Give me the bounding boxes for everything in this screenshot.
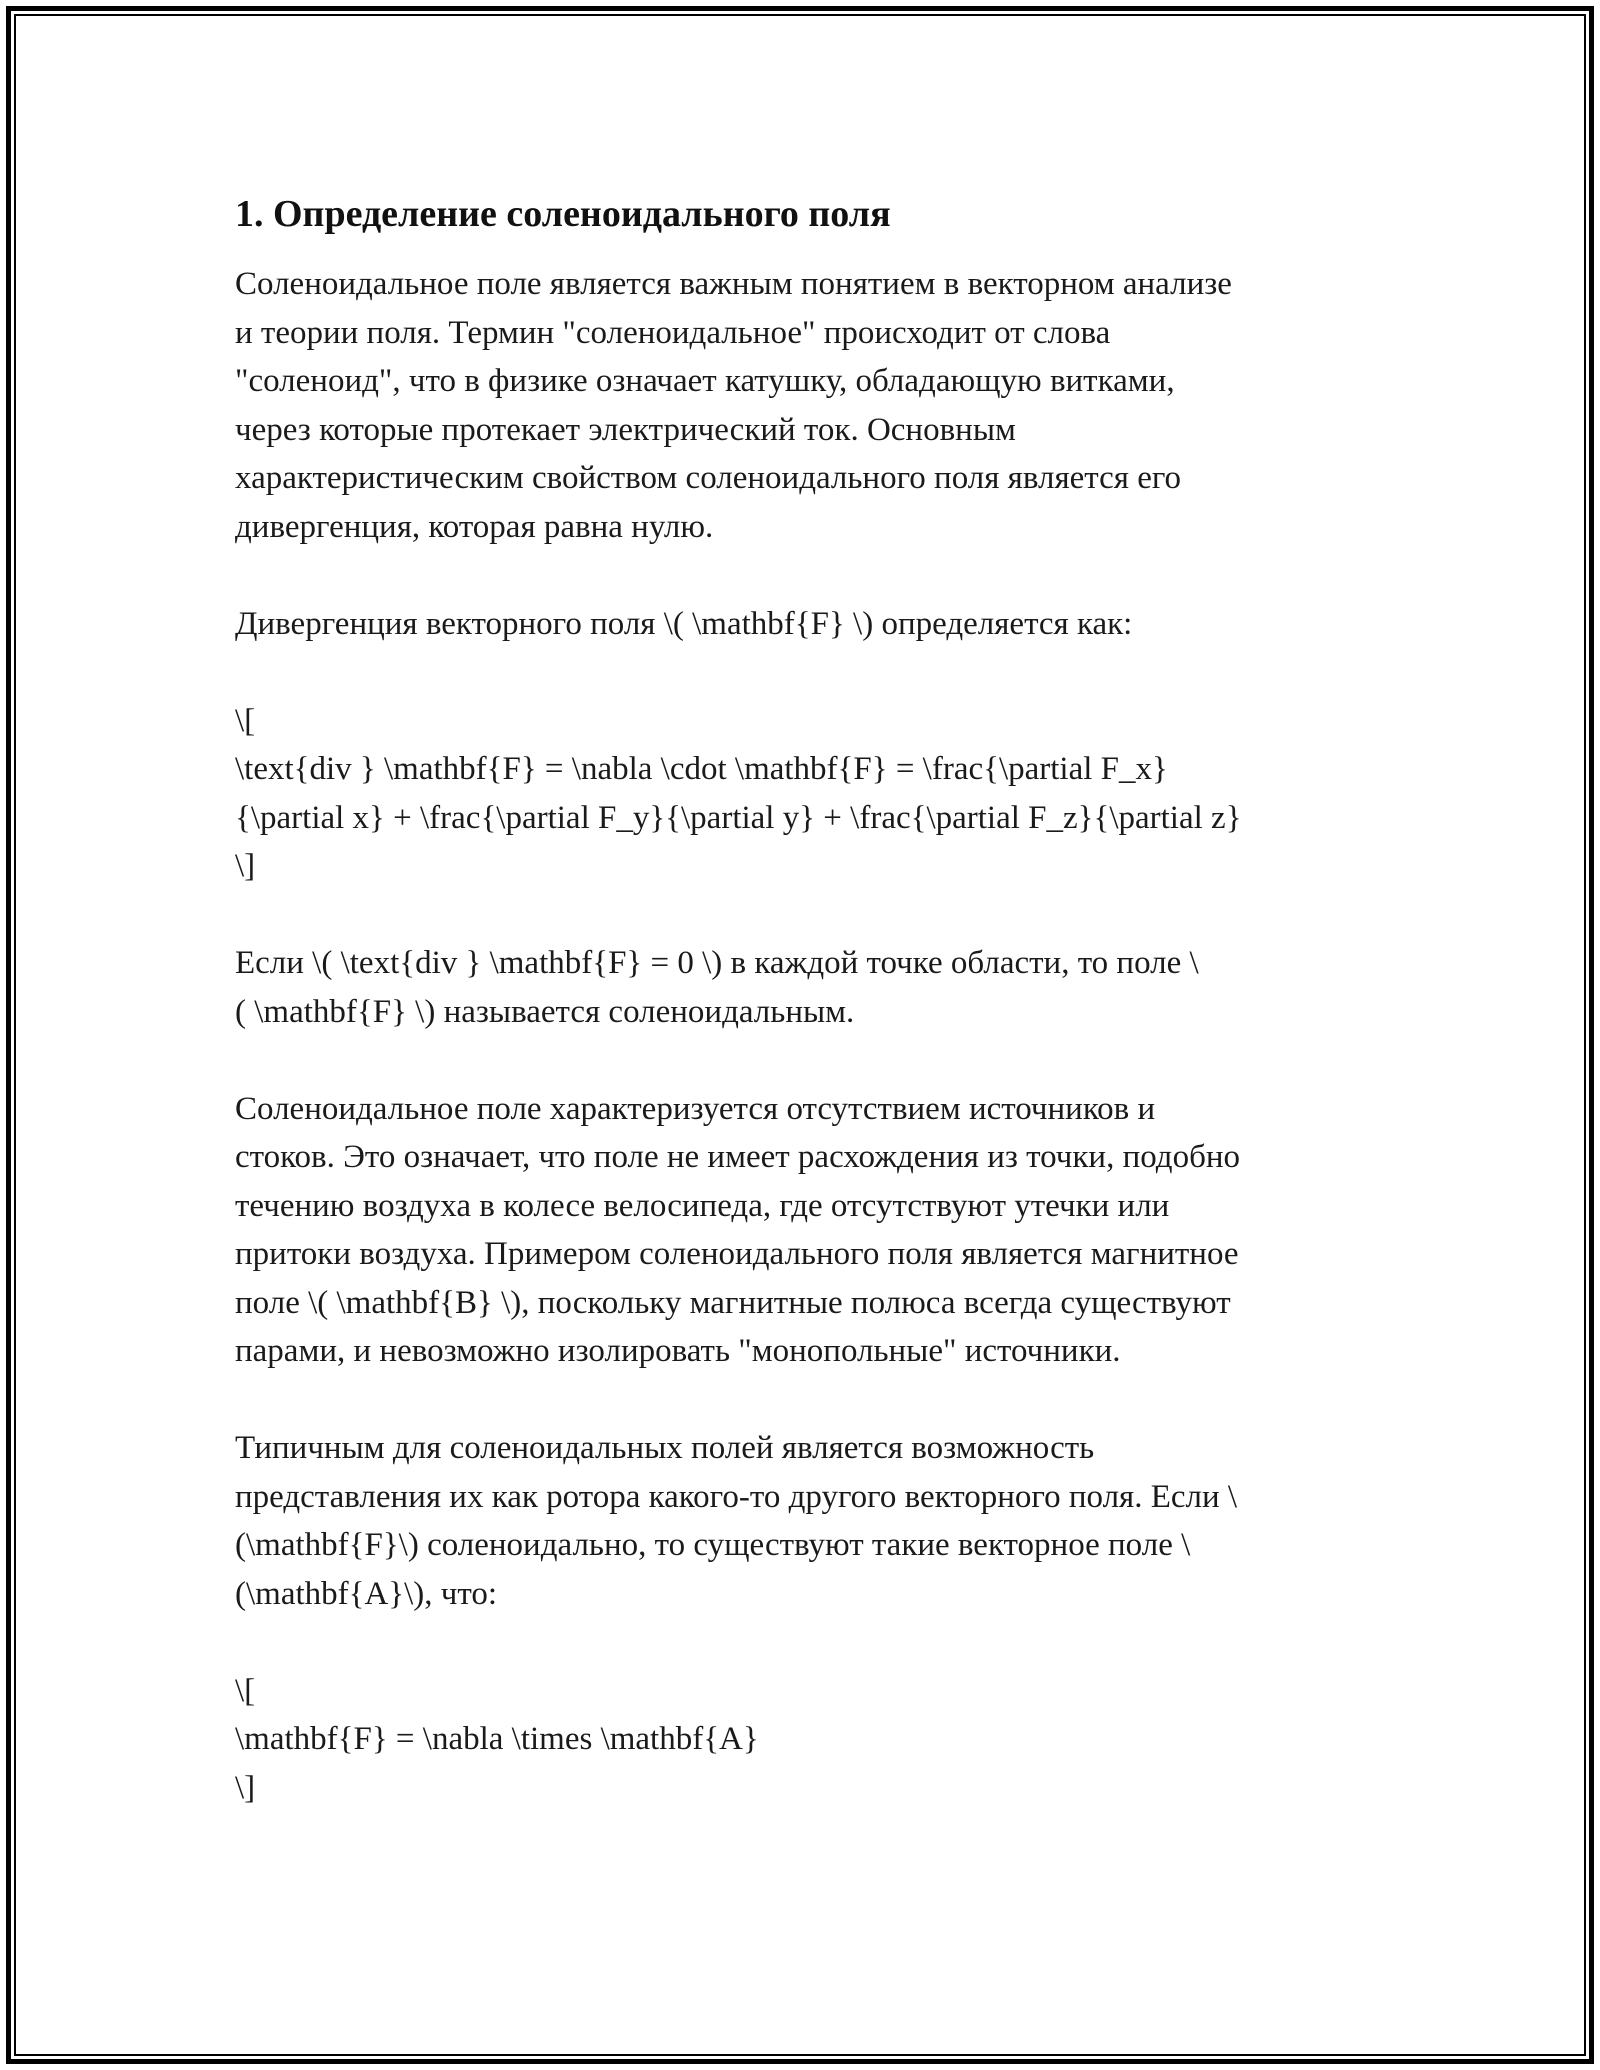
text-line: через которые протекает электрический ток. Основным xyxy=(235,411,1016,448)
text-line: течению воздуха в колесе велосипеда, где отсутствуют утечки или xyxy=(235,1187,1170,1224)
text-line: дивергенция, которая равна нулю. xyxy=(235,508,714,545)
text-line: ( \mathbf{F} \) называется соленоидальным. xyxy=(235,993,855,1030)
text-line: характеристическим свойством соленоидального поля является его xyxy=(235,460,1182,496)
section-heading: 1. Определение соленоидального поля xyxy=(235,193,891,235)
formula-line: {\partial x} + \frac{\partial F_y}{\partial y} + \frac{\partial F_z}{\partial z} xyxy=(235,799,1242,836)
text-line: парами, и невозможно изолировать "монопольные" источники. xyxy=(235,1333,1121,1369)
document-body xyxy=(235,188,1385,1861)
paragraph-curl-representation xyxy=(235,1424,1385,1618)
text-line: и теории поля. Термин "соленоидальное" происходит от слова xyxy=(235,314,1111,351)
formula-line: \text{div } \mathbf{F} = \nabla \cdot \mathbf{F} = \frac{\partial F_x} xyxy=(235,751,1168,787)
formula-line: \] xyxy=(235,1769,256,1806)
paragraph-intro xyxy=(235,260,1385,551)
text-line: представления их как ротора какого-то другого векторного поля. Если \ xyxy=(235,1478,1238,1515)
text-line: Соленоидальное поле является важным понятием в векторном анализе xyxy=(235,266,1232,302)
text-line: "соленоид", что в физике означает катушку, обладающую витками, xyxy=(235,363,1175,399)
text-line: Если \( \text{div } \mathbf{F} = 0 \) в каждой точке области, то поле \ xyxy=(235,945,1199,981)
paragraph-solenoidal-condition xyxy=(235,939,1385,1036)
paragraph-divergence-definition xyxy=(235,600,1385,649)
formula-line: \[ xyxy=(235,1672,256,1709)
formula-curl xyxy=(235,1667,1385,1813)
formula-divergence xyxy=(235,697,1385,891)
formula-line: \mathbf{F} = \nabla \times \mathbf{A} xyxy=(235,1721,759,1757)
text-line: Соленоидальное поле характеризуется отсутствием источников и xyxy=(235,1090,1156,1127)
formula-line: \] xyxy=(235,848,256,884)
text-line: стоков. Это означает, что поле не имеет расхождения из точки, подобно xyxy=(235,1139,1241,1175)
text-line: Дивергенция векторного поля \( \mathbf{F} \) определяется как: xyxy=(235,605,1133,642)
text-line: Типичным для соленоидальных полей является возможность xyxy=(235,1430,1095,1466)
formula-line: \[ xyxy=(235,702,256,739)
text-line: (\mathbf{A}\), что: xyxy=(235,1575,498,1612)
text-line: поле \( \mathbf{B} \), поскольку магнитные полюса всегда существуют xyxy=(235,1284,1231,1321)
paragraph-sources-sinks xyxy=(235,1085,1385,1376)
text-line: притоки воздуха. Примером соленоидального поля является магнитное xyxy=(235,1236,1239,1272)
text-line: (\mathbf{F}\) соленоидально, то существуют такие векторное поле \ xyxy=(235,1527,1191,1563)
